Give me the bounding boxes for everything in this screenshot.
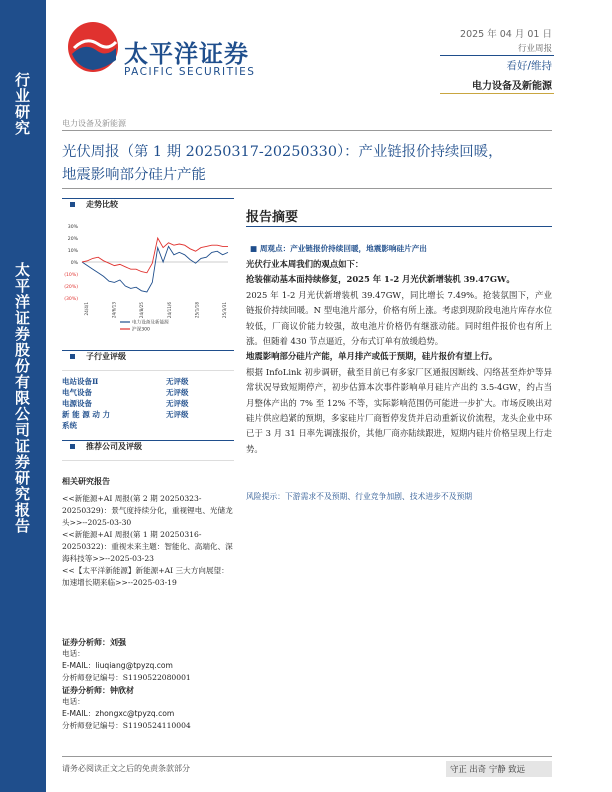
sub-rating-value: 无评级 — [166, 399, 189, 408]
analyst-name: 钟欣材 — [110, 685, 134, 695]
footer-disclaimer: 请务必阅读正文之后的免责条款部分 — [62, 764, 190, 773]
analyst-email[interactable]: E-MAIL：liuqiang@tpyzq.com — [62, 661, 173, 670]
analyst-cert: 分析师登记编号：S1190522080001 — [62, 673, 191, 682]
paragraph-1: 2025 年 1-2 月光伏新增装机 39.47GW，同比增长 7.49%。抢装氛围下，产业链报价持续回暖。N 型电池片部分，价格有所上涨。考虑到现阶段电池片库存水位较低，厂商议价能力较强，故电池片价格仍有继涨动能。同时组件报价也有所上涨。但随着 430 节点逼近，分布式订单有放缓趋势。 — [246, 289, 552, 347]
report-type: 行业周报 — [517, 44, 552, 54]
sub-rating-name: 电站设备Ⅱ — [62, 377, 99, 386]
analyst-role: 证券分析师： — [62, 685, 110, 695]
header-divider — [440, 55, 554, 56]
category-label: 电力设备及新能源 — [62, 119, 126, 128]
sub-rating-name: 电气设备 — [62, 388, 92, 397]
analyst-email[interactable]: E-MAIL：zhongxc@tpyzq.com — [62, 709, 175, 718]
analyst-phone: 电话： — [62, 649, 85, 658]
logo-en: PACIFIC SECURITIES — [124, 66, 256, 78]
sub-rating-name: 系统 — [62, 421, 77, 430]
sub-ratings-divider — [62, 370, 234, 371]
legend-label: 沪深300 — [132, 327, 150, 333]
weekly-view-label: ■ 周观点：产业链报价持续回暖，地震影响硅片产出 — [250, 244, 427, 253]
sidebar-bottom-label: 太平洋证券股份有限公司证券研究报告 — [13, 262, 31, 534]
trend-bullet — [70, 202, 75, 207]
y-tick-label: (30%) — [64, 297, 78, 302]
analyst-role: 证券分析师： — [62, 637, 110, 647]
x-tick-label: 25/3/31 — [222, 302, 227, 319]
sub-rating-name: 电源设备 — [62, 399, 92, 408]
sub-heading-2: 地震影响部分硅片产能，单月排产或低于预期，硅片报价有望上行。 — [246, 351, 498, 362]
rating-label: 看好/维持 — [506, 60, 552, 72]
header-gold-line — [440, 93, 554, 94]
sub-ratings-label: 子行业评级 — [86, 351, 126, 361]
summary-divider — [246, 226, 552, 227]
report-date: 2025 年 04 月 01 日 — [460, 29, 552, 40]
x-tick-label: 24/8/25 — [139, 302, 145, 319]
view-intro: 光伏行业本周我们的观点如下： — [246, 259, 364, 269]
related-item[interactable]: <<新能源+AI 周报(第 2 期 20250323-20250329)：景气度持续分化，重视锂电、光储龙头>>--2025-03-30 — [62, 494, 233, 527]
x-tick-label: 24/6/13 — [111, 302, 117, 319]
trend-chart — [62, 222, 234, 334]
related-item[interactable]: <<【太平洋新能源】新能源+AI 三大方向展望：加速增长期来临>>--2025-03-19 — [62, 566, 229, 587]
y-tick-label: (10%) — [64, 273, 78, 278]
analyst-name: 刘强 — [110, 637, 126, 647]
category-divider — [62, 130, 552, 131]
sub-rating-value: 无评级 — [166, 377, 189, 386]
title-line-1: 光伏周报（第 1 期 20250317-20250330）：产业链报价持续回暖， — [62, 144, 503, 160]
related-list — [62, 493, 234, 589]
x-tick-label: 24/11/6 — [166, 302, 172, 319]
sub-rating-name: 新 能 源 动 力 — [62, 410, 110, 419]
related-item[interactable]: <<新能源+AI 周报(第 1 期 20250316-20250322)：重视未来主题：智能化、高端化、深海科技等>>--2025-03-23 — [62, 530, 233, 563]
sidebar — [0, 0, 46, 792]
recommend-bullet — [70, 444, 75, 449]
title-line-2: 地震影响部分硅片产能 — [62, 167, 206, 183]
y-tick-label: (20%) — [64, 285, 78, 290]
analyst-block — [62, 636, 234, 732]
y-tick-label: 0% — [70, 261, 78, 266]
paragraph-2: 根据 InfoLink 初步调研，截至目前已有多家厂区通报因断线、闪络甚至炸炉等异常状况导致短期停产，初步估算本次事件影响单月硅片产出约 3.5-4GW，约占当月整体产出的 7% 至 12% 不等，实际影响范围仍可能进一步扩大。市场反映出对硅片供应趋紧的预期，多家硅片厂商暂停发货并启动重新议价流程，龙头企业中环已于 3 月 31 日率先调涨报价，其他厂商亦陆续跟进，短期内硅片价格呈现上行走势。 — [246, 366, 552, 454]
y-tick-label: 20% — [67, 237, 78, 242]
series-line-0 — [82, 246, 228, 292]
footer-divider — [62, 756, 552, 757]
summary-heading: 报告摘要 — [246, 210, 299, 225]
title-divider — [62, 188, 552, 189]
y-tick-label: 10% — [67, 249, 78, 254]
analyst-phone: 电话： — [62, 697, 85, 706]
industry-label: 电力设备及新能源 — [472, 81, 552, 92]
logo-emblem — [66, 20, 120, 74]
y-tick-label: 30% — [67, 225, 78, 230]
logo-cn: 太平洋证券 — [124, 40, 249, 68]
sub-ratings-bullet — [70, 354, 75, 359]
summary-body — [246, 257, 552, 457]
x-tick-label: 24/4/1 — [84, 302, 89, 316]
legend-label: 电力设备及新能源 — [132, 320, 169, 326]
recommend-divider — [62, 460, 234, 461]
x-tick-label: 25/1/18 — [194, 302, 200, 319]
related-label: 相关研究报告 — [62, 476, 110, 486]
sub-rating-value: 无评级 — [166, 388, 189, 397]
sub-heading-1: 抢装催动基本面持续修复，2025 年 1-2 月光伏新增装机 39.47GW。 — [246, 274, 515, 285]
trend-label: 走势比较 — [86, 199, 118, 209]
sub-rating-value: 无评级 — [166, 410, 189, 419]
risk-warning: 风险提示：下游需求不及预期、行业竞争加剧、技术进步不及预期 — [246, 492, 473, 501]
sidebar-top-label: 行业研究 — [13, 72, 31, 136]
footer-motto: 守正 出奇 宁静 致远 — [450, 764, 525, 774]
analyst-cert: 分析师登记编号：S1190524110004 — [62, 721, 191, 730]
recommend-label: 推荐公司及评级 — [86, 441, 142, 451]
